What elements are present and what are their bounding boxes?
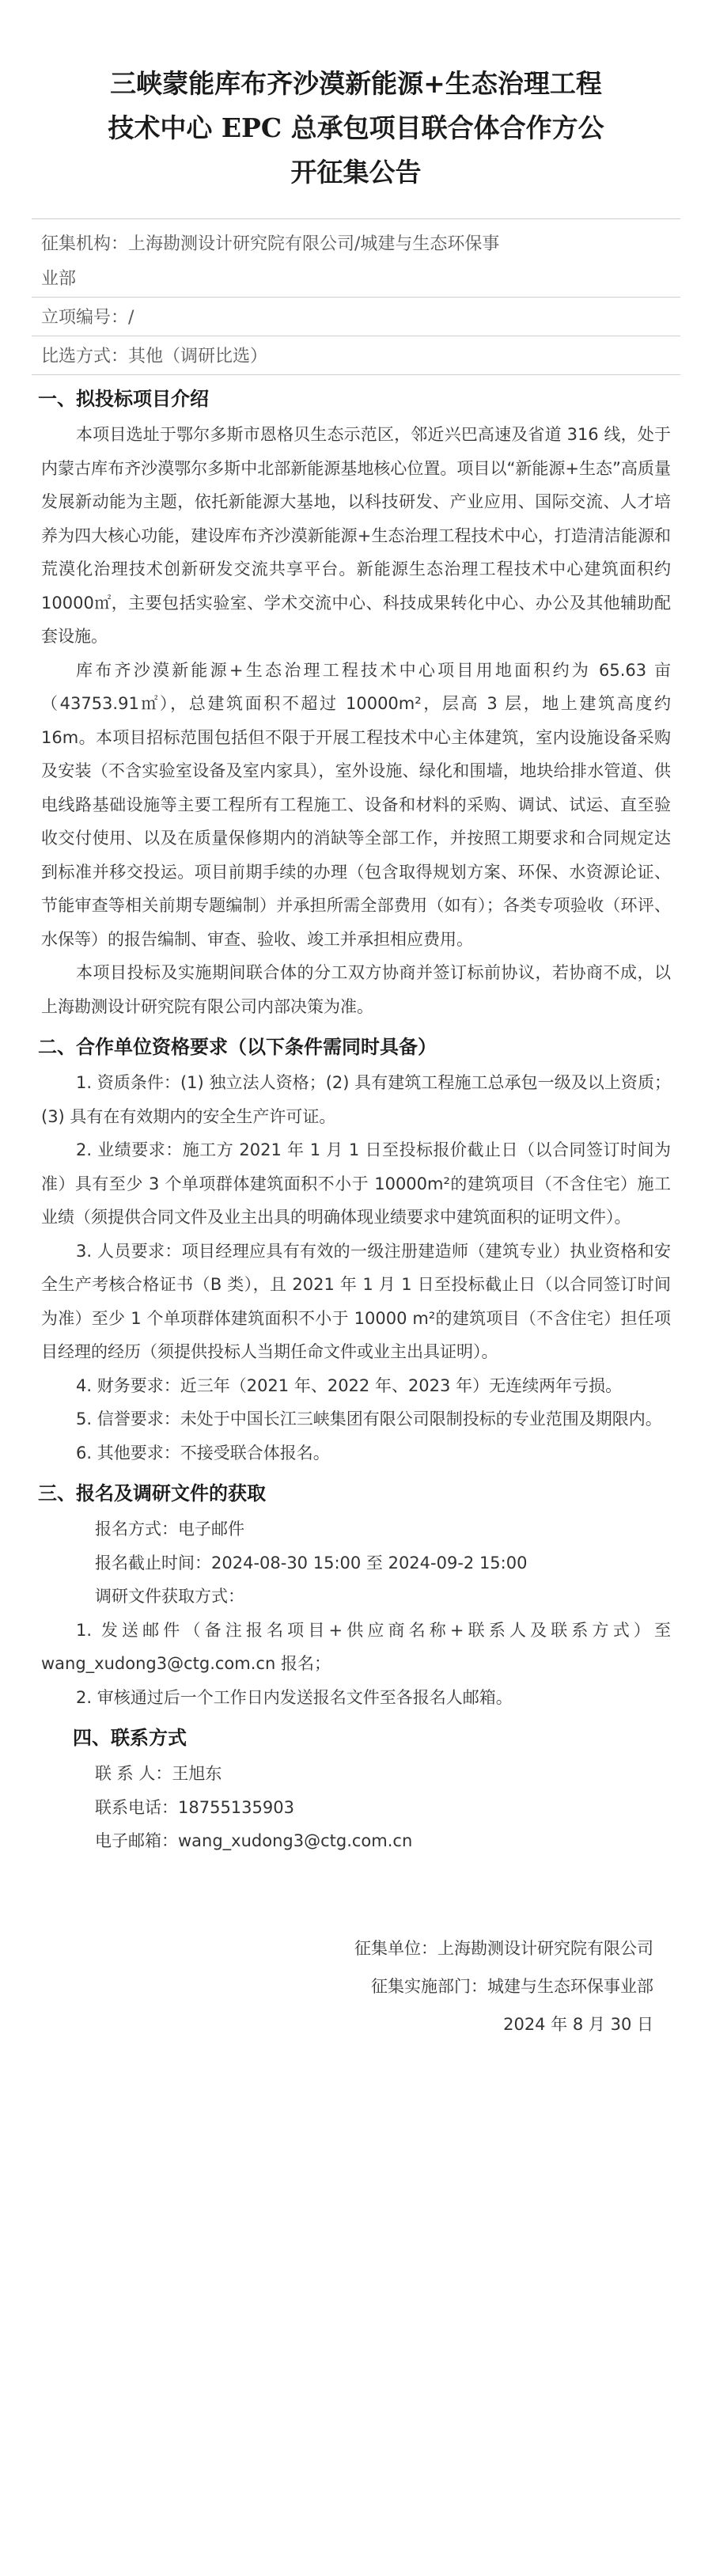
qualification-item: 2. 业绩要求：施工方 2021 年 1 月 1 日至投标报价截止日（以合同签订时间为准）具有至少 3 个单项群体建筑面积不小于 10000m²的建筑项目（不含住宅）施工业绩（须提供合同文件及业主出具的明确体现业绩要求中建筑面积的证明文件）。 <box>41 1140 671 1227</box>
qualification-item: 1. 资质条件：(1) 独立法人资格；(2) 具有建筑工程施工总承包一级及以上资质；(3) 具有在有效期内的安全生产许可证。 <box>41 1073 671 1126</box>
paragraph: 本项目投标及实施期间联合体的分工双方协商并签订标前协议，若协商不成，以上海勘测设计研究院有限公司内部决策为准。 <box>41 963 671 1016</box>
section-heading-project-intro: 一、拟投标项目介绍 <box>38 388 209 410</box>
registration-step: 1. 发送邮件（备注报名项目+供应商名称+联系人及联系方式）至 wang_xudong3@ctg.com.cn 报名； <box>41 1620 671 1673</box>
registration-method: 报名方式：电子邮件 <box>95 1519 244 1538</box>
meta-info <box>32 218 680 375</box>
qualification-item: 3. 人员要求：项目经理应具有有效的一级注册建造师（建筑专业）执业资格和安全生产考核合格证书（B 类），且 2021 年 1 月 1 日至投标截止日（以合同签订时间为准）至少 1 个单项群体建筑面积不小于 10000 m²的建筑项目（不含住宅）担任项目经理的经历（须提供投标人当期任命文件或业主出具证明）。 <box>41 1241 671 1361</box>
qualification-item: 4. 财务要求：近三年（2021 年、2022 年、2023 年）无连续两年亏损。 <box>76 1375 623 1395</box>
title-line: 开征集公告 <box>290 157 422 188</box>
meta-method: 比选方式：其他（调研比选） <box>32 340 680 375</box>
meta-project-no: 立项编号：/ <box>32 301 680 336</box>
paragraph: 本项目选址于鄂尔多斯市恩格贝生态示范区，邻近兴巴高速及省道 316 线，处于内蒙古库布齐沙漠鄂尔多斯中北部新能源基地核心位置。项目以“新能源+生态”高质量发展新动能为主题，依托新能源大基地，以科技研发、产业应用、国际交流、人才培养为四大核心功能，建设库布齐沙漠新能源+生态治理工程技术中心，打造清洁能源和荒漠化治理技术创新研发交流共享平台。新能源生态治理工程技术中心建筑面积约 10000㎡，主要包括实验室、学术交流中心、科技成果转化中心、办公及其他辅助配套设施。 <box>41 425 671 646</box>
signature-block <box>32 1929 680 2043</box>
contact-person: 联 系 人：王旭东 <box>95 1764 222 1783</box>
section-heading-contact: 四、联系方式 <box>73 1727 187 1749</box>
title-line: 三峡蒙能库布齐沙漠新能源+生态治理工程 <box>110 68 602 99</box>
registration-deadline: 报名截止时间：2024-08-30 15:00 至 2024-09-2 15:00 <box>95 1553 528 1573</box>
meta-org-line: 征集机构：上海勘测设计研究院有限公司/城建与生态环保事 <box>41 234 500 254</box>
title-line: 技术中心 EPC 总承包项目联合体合作方公 <box>108 112 604 143</box>
signature-dept: 征集实施部门：城建与生态环保事业部 <box>371 1976 653 1996</box>
contact-phone: 联系电话：18755135903 <box>95 1797 294 1817</box>
contact-email: 电子邮箱：wang_xudong3@ctg.com.cn <box>95 1831 413 1850</box>
meta-org-line: 业部 <box>32 262 680 298</box>
page-title <box>32 62 680 195</box>
paragraph: 库布齐沙漠新能源+生态治理工程技术中心项目用地面积约为 65.63 亩（43753.91㎡），总建筑面积不超过 10000m²，层高 3 层，地上建筑高度约 16m。本项目招标范围包括但不限于开展工程技术中心主体建筑，室内设施设备采购及安装（不含实验室设备及室内家具），室外设施、绿化和围墙，地块给排水管道、供电线路基础设施等主要工程所有工程施工、设备和材料的采购、调试、试运、直至验收交付使用、以及在质量保修期内的消缺等全部工作，并按照工期要求和合同规定达到标准并移交投运。项目前期手续的办理（包含取得规划方案、环保、水资源论证、节能审查等相关前期专题编制）并承担所需全部费用（如有）；各类专项验收（环评、水保等）的报告编制、审查、验收、竣工并承担相应费用。 <box>41 660 671 949</box>
section-heading-qualifications: 二、合作单位资格要求（以下条件需同时具备） <box>38 1036 437 1058</box>
qualification-item: 5. 信誉要求：未处于中国长江三峡集团有限公司限制投标的专业范围及期限内。 <box>76 1409 662 1428</box>
signature-date: 2024 年 8 月 30 日 <box>503 2014 653 2034</box>
signature-unit: 征集单位：上海勘测设计研究院有限公司 <box>354 1938 653 1958</box>
registration-step: 2. 审核通过后一个工作日内发送报名文件至各报名人邮箱。 <box>76 1687 513 1707</box>
section-heading-registration: 三、报名及调研文件的获取 <box>38 1482 266 1504</box>
docs-label: 调研文件获取方式： <box>95 1587 244 1606</box>
qualification-item: 6. 其他要求：不接受联合体报名。 <box>76 1443 330 1463</box>
